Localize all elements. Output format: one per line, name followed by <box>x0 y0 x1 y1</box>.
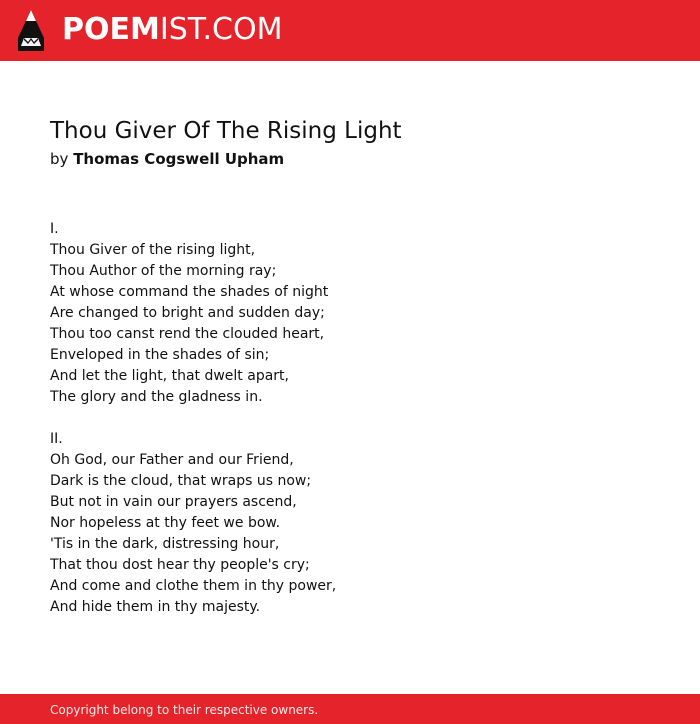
poem-line: And hide them in thy majesty. <box>50 599 261 615</box>
poem-line: At whose command the shades of night <box>50 284 329 300</box>
poem-body <box>50 219 650 618</box>
poem-line: But not in vain our prayers ascend, <box>50 494 297 510</box>
poem-line: Thou Author of the morning ray; <box>50 263 277 279</box>
poem-line: II. <box>50 431 63 447</box>
poem-line: Thou too canst rend the clouded heart, <box>50 326 325 342</box>
copyright-notice: Copyright belong to their respective owners. <box>50 703 319 717</box>
by-prefix: by <box>50 150 69 168</box>
poem-line: Dark is the cloud, that wraps us now; <box>50 473 312 489</box>
brand-bold: POEM <box>62 12 160 47</box>
poem-line: And come and clothe them in thy power, <box>50 578 337 594</box>
poem-line: Oh God, our Father and our Friend, <box>50 452 294 468</box>
pencil-icon[interactable] <box>18 10 44 51</box>
poem-line: Nor hopeless at thy feet we bow. <box>50 515 281 531</box>
poem-line: And let the light, that dwelt apart, <box>50 368 289 384</box>
author-name: Thomas Cogswell Upham <box>73 150 285 168</box>
stanza <box>50 219 650 408</box>
poem-title: Thou Giver Of The Rising Light <box>50 118 402 144</box>
poem-line: Enveloped in the shades of sin; <box>50 347 270 363</box>
poem-line: I. <box>50 221 59 237</box>
site-logo-text[interactable] <box>62 12 282 48</box>
poem-line: The glory and the gladness in. <box>50 389 263 405</box>
poem-line: Thou Giver of the rising light, <box>50 242 256 258</box>
stanza-divider <box>50 408 650 429</box>
stanza <box>50 429 650 618</box>
poem-line: That thou dost hear thy people's cry; <box>50 557 310 573</box>
site-footer <box>0 694 700 724</box>
poem-byline <box>50 149 284 169</box>
brand-light: IST.COM <box>159 12 283 47</box>
poem-line: 'Tis in the dark, distressing hour, <box>50 536 280 552</box>
poem-line: Are changed to bright and sudden day; <box>50 305 325 321</box>
site-header <box>0 0 700 61</box>
